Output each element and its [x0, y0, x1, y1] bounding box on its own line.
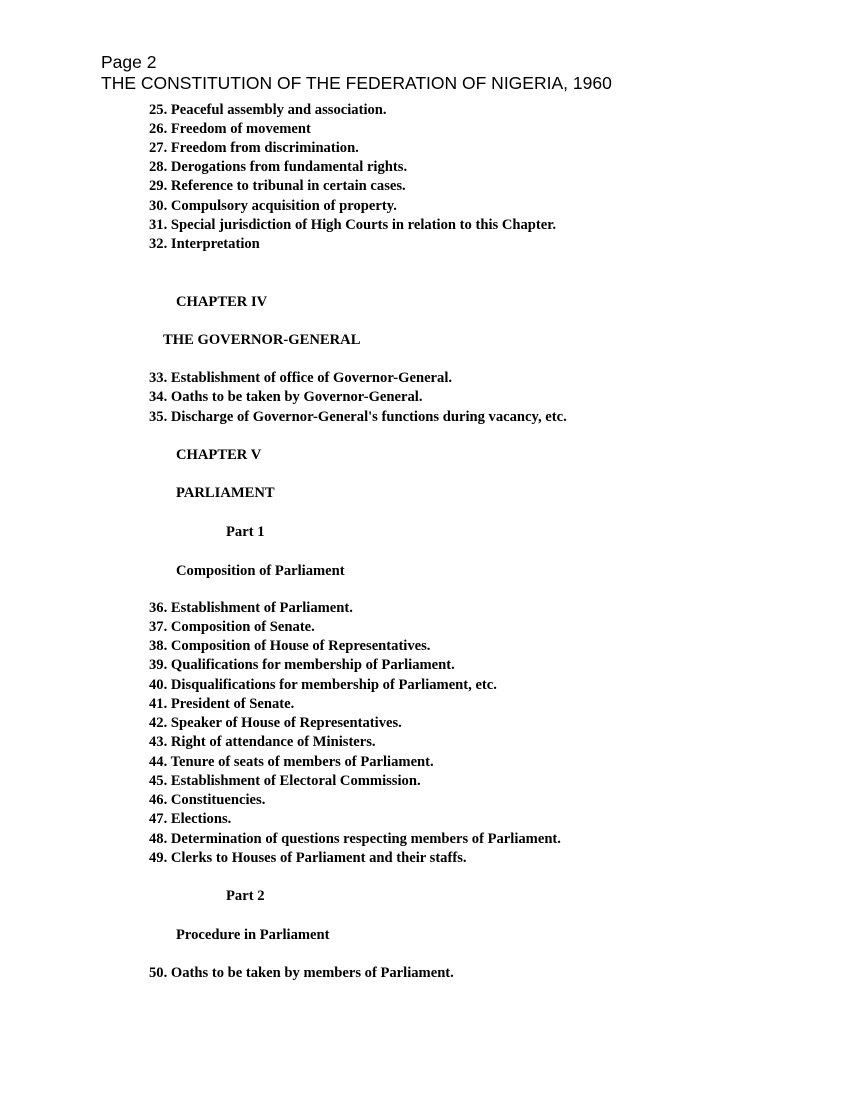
toc-section-entry: 32. Interpretation — [149, 236, 260, 252]
toc-section-entry: 44. Tenure of seats of members of Parliament. — [149, 754, 434, 770]
toc-section-entry: 25. Peaceful assembly and association. — [149, 102, 387, 118]
toc-section-entry: 27. Freedom from discrimination. — [149, 140, 359, 156]
toc-section-entry: 48. Determination of questions respecting members of Parliament. — [149, 831, 561, 847]
toc-section-entry: 38. Composition of House of Representatives. — [149, 638, 431, 654]
toc-section-entry: 28. Derogations from fundamental rights. — [149, 159, 408, 175]
toc-section-entry: 41. President of Senate. — [149, 696, 295, 712]
toc-section-entry: 45. Establishment of Electoral Commission. — [149, 773, 421, 789]
toc-section-entry: 34. Oaths to be taken by Governor-General. — [149, 389, 423, 405]
part-heading: Part 1 — [226, 524, 265, 540]
toc-section-entry: 40. Disqualifications for membership of Parliament, etc. — [149, 677, 497, 693]
toc-section-entry: 37. Composition of Senate. — [149, 619, 315, 635]
toc-section-entry: 50. Oaths to be taken by members of Parliament. — [149, 965, 454, 981]
toc-section-entry: 33. Establishment of office of Governor-General. — [149, 370, 453, 386]
page-label: Page 2 — [101, 52, 157, 72]
toc-section-entry: 49. Clerks to Houses of Parliament and their staffs. — [149, 850, 467, 866]
chapter-heading: CHAPTER IV — [176, 294, 268, 310]
part-title: Composition of Parliament — [176, 563, 345, 579]
toc-section-entry: 29. Reference to tribunal in certain cases. — [149, 178, 406, 194]
toc-section-entry: 30. Compulsory acquisition of property. — [149, 198, 397, 214]
toc-section-entry: 31. Special jurisdiction of High Courts in relation to this Chapter. — [149, 217, 557, 233]
toc-section-entry: 39. Qualifications for membership of Parliament. — [149, 657, 455, 673]
toc-section-entry: 36. Establishment of Parliament. — [149, 600, 353, 616]
toc-section-entry: 42. Speaker of House of Representatives. — [149, 715, 402, 731]
part-heading: Part 2 — [226, 888, 265, 904]
part-title: Procedure in Parliament — [176, 927, 330, 943]
document-title: THE CONSTITUTION OF THE FEDERATION OF NIGERIA, 1960 — [101, 73, 612, 93]
toc-section-entry: 35. Discharge of Governor-General's functions during vacancy, etc. — [149, 409, 567, 425]
chapter-title: THE GOVERNOR-GENERAL — [163, 332, 361, 348]
chapter-title: PARLIAMENT — [176, 485, 275, 501]
toc-section-entry: 26. Freedom of movement — [149, 121, 311, 137]
chapter-heading: CHAPTER V — [176, 447, 262, 463]
toc-section-entry: 43. Right of attendance of Ministers. — [149, 734, 376, 750]
toc-section-entry: 47. Elections. — [149, 811, 232, 827]
toc-section-entry: 46. Constituencies. — [149, 792, 266, 808]
